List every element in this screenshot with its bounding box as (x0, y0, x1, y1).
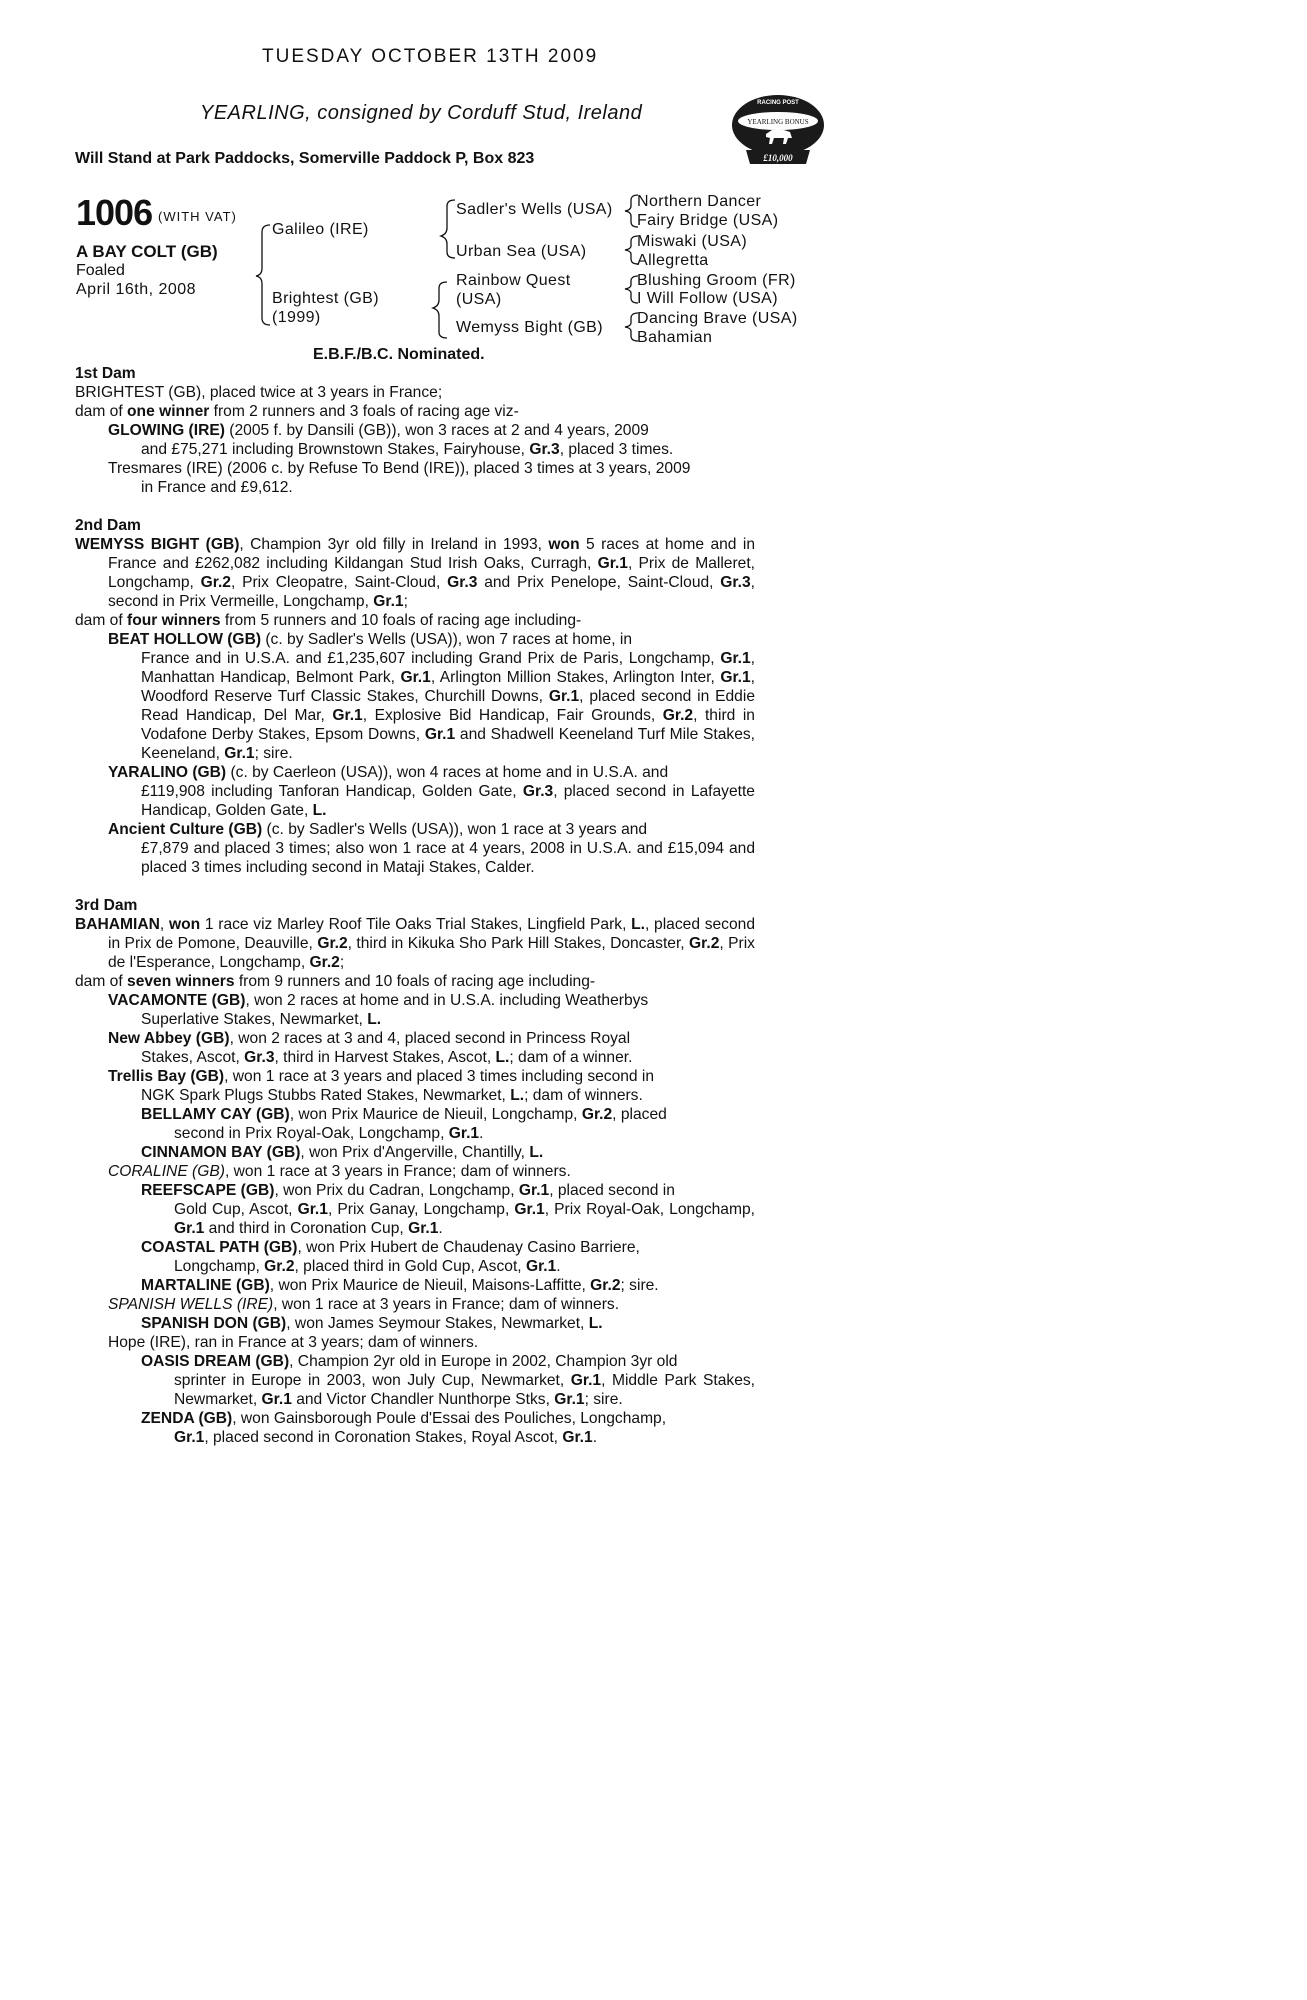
svg-text:£10,000: £10,000 (763, 153, 793, 163)
second-dam-text: WEMYSS BIGHT (GB), Champion 3yr old filly in Ireland in 1993, won 5 races at home and in France and £262,082 including Kildangan Stud Irish Oaks, Curragh, Gr.1, Prix de Malleret, Longchamp, Gr.2, Prix Cleopatre, Saint-Cloud, Gr.3 and Prix Penelope, Saint-Cloud, Gr.3, second in Prix Vermeille, Longchamp, Gr.1; (75, 536, 755, 610)
pedigree-sire-sire: Sadler's Wells (USA) (456, 201, 613, 218)
foaled-date: April 16th, 2008 (76, 281, 197, 298)
first-dam-produce: dam of one winner from 2 runners and 3 foals of racing age viz- (75, 403, 519, 420)
produce-entry: Tresmares (IRE) (2006 c. by Refuse To Bend (IRE)), placed 3 times at 3 years, 2009 in France and £9,612. (108, 460, 691, 496)
consignor-line: YEARLING, consigned by Corduff Stud, Ireland (200, 102, 643, 124)
lot-description: A BAY COLT (GB) (76, 242, 218, 261)
pedigree-sire-dam: Urban Sea (USA) (456, 243, 587, 260)
pedigree-sss: Northern Dancer (637, 193, 762, 210)
produce-entry: SPANISH DON (GB), won James Seymour Stakes, Newmarket, L. (141, 1315, 603, 1332)
pedigree-sdd: Allegretta (637, 252, 709, 269)
pedigree-sds: Miswaki (USA) (637, 233, 748, 250)
svg-text:RACING POST: RACING POST (757, 100, 799, 106)
produce-entry: VACAMONTE (GB), won 2 races at home and in U.S.A. including Weatherbys Superlative Stakes, Newmarket, L. (108, 992, 649, 1028)
produce-entry: COASTAL PATH (GB), won Prix Hubert de Chaudenay Casino Barriere, Longchamp, Gr.2, placed third in Gold Cup, Ascot, Gr.1. (141, 1239, 640, 1275)
produce-entry: BELLAMY CAY (GB), won Prix Maurice de Nieuil, Longchamp, Gr.2, placed second in Prix Royal-Oak, Longchamp, Gr.1. (141, 1106, 667, 1142)
catalogue-body-static (75, 364, 755, 1447)
section-heading-1st-dam: 1st Dam (75, 365, 136, 382)
first-dam-text: BRIGHTEST (GB), placed twice at 3 years in France; (75, 384, 443, 401)
pedigree-dss: Blushing Groom (FR) (637, 272, 796, 289)
produce-entry: Trellis Bay (GB), won 1 race at 3 years and placed 3 times including second in NGK Spark Plugs Stubbs Rated Stakes, Newmarket, L.; dam of winners. (108, 1068, 655, 1104)
lot-number: 1006 (76, 192, 153, 233)
third-dam-text: BAHAMIAN, won 1 race viz Marley Roof Tile Oaks Trial Stakes, Lingfield Park, L., placed second in Prix de Pomone, Deauville, Gr.2, third in Kikuka Sho Park Hill Stakes, Doncaster, Gr.2, Prix de l'Esperance, Longchamp, Gr.2; (75, 916, 755, 971)
section-heading-2nd-dam: 2nd Dam (75, 517, 141, 534)
pedigree-dsd: I Will Follow (USA) (637, 290, 778, 307)
foaled-label: Foaled (76, 262, 125, 279)
produce-entry: GLOWING (IRE) (2005 f. by Dansili (GB)), won 3 races at 2 and 4 years, 2009 and £75,271 including Brownstown Stakes, Fairyhouse, Gr.3, placed 3 times. (108, 422, 674, 458)
produce-entry: BEAT HOLLOW (GB) (c. by Sadler's Wells (USA)), won 7 races at home, in France and in U.S.A. and £1,235,607 including Grand Prix de Paris, Longchamp, Gr.1, Manhattan Handicap, Belmont Park, Gr.1, Arlington Million Stakes, Arlington Inter, Gr.1, Woodford Reserve Turf Classic Stakes, Churchill Downs, Gr.1, placed second in Eddie Read Handicap, Del Mar, Gr.1, Explosive Bid Handicap, Fair Grounds, Gr.2, third in Vodafone Derby Stakes, Epsom Downs, Gr.1 and Shadwell Keeneland Turf Mile Stakes, Keeneland, Gr.1; sire. (108, 631, 756, 762)
pedigree-dam-dam: Wemyss Bight (GB) (456, 319, 603, 336)
produce-entry: REEFSCAPE (GB), won Prix du Cadran, Longchamp, Gr.1, placed second in Gold Cup, Ascot, Gr.1, Prix Ganay, Longchamp, Gr.1, Prix Royal-Oak, Longchamp, Gr.1 and third in Coronation Cup, Gr.1. (141, 1182, 755, 1237)
third-dam-produce: dam of seven winners from 9 runners and 10 foals of racing age including- (75, 973, 596, 990)
produce-entry: Hope (IRE), ran in France at 3 years; dam of winners. (108, 1334, 479, 1351)
stand-location: Will Stand at Park Paddocks, Somerville Paddock P, Box 823 (75, 150, 535, 167)
produce-entry: ZENDA (GB), won Gainsborough Poule d'Essai des Pouliches, Longchamp, Gr.1, placed second in Coronation Stakes, Royal Ascot, Gr.1. (141, 1410, 667, 1446)
sale-date: TUESDAY OCTOBER 13TH 2009 (262, 46, 599, 67)
section-heading-3rd-dam: 3rd Dam (75, 897, 138, 914)
pedigree-ddd: Bahamian (637, 329, 713, 346)
produce-entry: Ancient Culture (GB) (c. by Sadler's Wells (USA)), won 1 race at 3 years and £7,879 and placed 3 times; also won 1 race at 4 years, 2008 in U.S.A. and £15,094 and placed 3 times including second in Mataji Stakes, Calder. (108, 821, 755, 876)
pedigree-ssd: Fairy Bridge (USA) (637, 212, 779, 229)
produce-entry: OASIS DREAM (GB), Champion 2yr old in Europe in 2002, Champion 3yr old sprinter in Europe in 2003, won July Cup, Newmarket, Gr.1, Middle Park Stakes, Newmarket, Gr.1 and Victor Chandler Nunthorpe Stks, Gr.1; sire. (141, 1353, 755, 1408)
pedigree-dam: Brightest (GB) (272, 290, 379, 307)
pedigree-dds: Dancing Brave (USA) (637, 310, 798, 327)
produce-entry: YARALINO (GB) (c. by Caerleon (USA)), won 4 races at home and in U.S.A. and £119,908 including Tanforan Handicap, Golden Gate, Gr.3, placed second in Lafayette Handicap, Golden Gate, L. (108, 764, 755, 819)
pedigree-dam-sire: Rainbow Quest (456, 272, 571, 289)
produce-entry: CINNAMON BAY (GB), won Prix d'Angerville, Chantilly, L. (141, 1144, 544, 1161)
produce-entry: MARTALINE (GB), won Prix Maurice de Nieuil, Maisons-Laffitte, Gr.2; sire. (141, 1277, 659, 1294)
produce-entry: New Abbey (GB), won 2 races at 3 and 4, placed second in Princess Royal Stakes, Ascot, Gr.3, third in Harvest Stakes, Ascot, L.; dam of a winner. (108, 1030, 633, 1066)
produce-entry: CORALINE (GB), won 1 race at 3 years in France; dam of winners. (108, 1163, 571, 1180)
second-dam-produce: dam of four winners from 5 runners and 10 foals of racing age including- (75, 612, 582, 629)
pedigree-sire: Galileo (IRE) (272, 221, 369, 238)
produce-entry: SPANISH WELLS (IRE), won 1 race at 3 years in France; dam of winners. (108, 1296, 620, 1313)
pedigree-dam-sire-2: (USA) (456, 291, 502, 308)
pedigree-dam-year: (1999) (272, 309, 321, 326)
svg-text:YEARLING BONUS: YEARLING BONUS (747, 118, 809, 126)
nomination-note: E.B.F./B.C. Nominated. (313, 346, 485, 363)
vat-note: (WITH VAT) (158, 209, 237, 224)
